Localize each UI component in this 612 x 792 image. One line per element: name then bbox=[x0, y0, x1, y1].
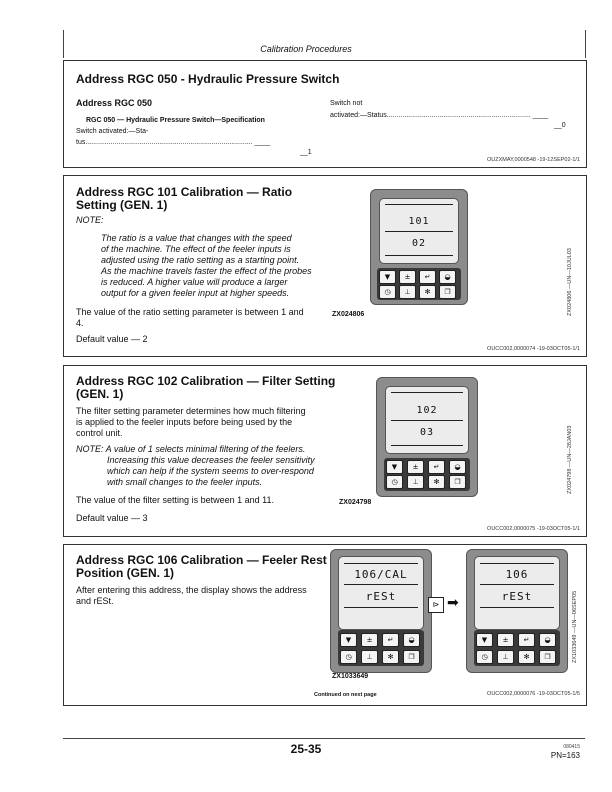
paragraph-line: The value of the filter setting is between 1 and 11. bbox=[76, 495, 274, 505]
footer-pn: PN=163 bbox=[550, 751, 580, 760]
paragraph-line: After entering this address, the display shows the address bbox=[76, 585, 307, 595]
section-title-line1: Address RGC 106 Calibration — Feeler Rest bbox=[76, 553, 327, 567]
down-arrow-key[interactable]: ▼ bbox=[379, 270, 396, 284]
doc-reference: OUZXMAY,0000548 -19-12SEP02-1/1 bbox=[486, 157, 580, 163]
spec-row-activated-dots: tus...................................................................................... ____ bbox=[76, 139, 271, 146]
lcd-top-value: 102 bbox=[416, 405, 438, 416]
up-plus-key[interactable]: ± bbox=[361, 633, 378, 647]
lcd-screen bbox=[379, 198, 459, 264]
display-key[interactable]: ◒ bbox=[449, 460, 466, 474]
right-arrow-icon: ➡ bbox=[447, 595, 459, 611]
paragraph-line: is applied to the feeler inputs before being used by the bbox=[76, 417, 293, 427]
clock-key[interactable]: ◷ bbox=[340, 650, 357, 664]
paragraph-line: control unit. bbox=[76, 428, 123, 438]
lcd-screen bbox=[338, 556, 424, 630]
note-line: The ratio is a value that changes with the speed bbox=[101, 233, 292, 243]
paragraph-line: and rESt. bbox=[76, 596, 114, 606]
paragraph-line: The value of the ratio setting parameter is between 1 and bbox=[76, 307, 304, 317]
keypad bbox=[338, 630, 424, 666]
footer-rule bbox=[63, 738, 585, 739]
figure-vertical-ref: ZX024806 —UN—10JUL03 bbox=[567, 248, 573, 316]
lcd-top-value: 106 bbox=[505, 568, 529, 581]
figure-id: ZX1033649 bbox=[332, 673, 369, 680]
return-key[interactable]: ↵ bbox=[419, 270, 436, 284]
up-plus-key[interactable]: ± bbox=[399, 270, 416, 284]
lcd-screen bbox=[474, 556, 560, 630]
note-line: NOTE: A value of 1 selects minimal filtering of the feelers. bbox=[76, 444, 306, 454]
down-arrow-key[interactable]: ▼ bbox=[386, 460, 403, 474]
figure-vertical-ref: ZX024798 —UN—28JAN03 bbox=[567, 425, 573, 494]
section-rgc-102 bbox=[63, 365, 587, 537]
section-rgc-106 bbox=[63, 544, 587, 706]
lcd-top-value: 101 bbox=[408, 216, 430, 227]
keypad bbox=[474, 630, 560, 666]
figure-vertical-ref: ZX1033649 —UN—06SEP05 bbox=[572, 590, 578, 663]
return-key[interactable]: ↵ bbox=[428, 460, 445, 474]
section-title: Address RGC 050 - Hydraulic Pressure Switch bbox=[76, 72, 340, 86]
settings-key[interactable]: ❐ bbox=[403, 650, 420, 664]
settings-key[interactable]: ❐ bbox=[449, 475, 466, 489]
note-label: NOTE: bbox=[76, 215, 104, 225]
spec-title: RGC 050 — Hydraulic Pressure Switch—Specification bbox=[86, 117, 265, 124]
spec-row-not-activated-value: __0 bbox=[554, 122, 566, 129]
lcd-bottom-value: 02 bbox=[411, 238, 427, 249]
continued-note: Continued on next page bbox=[314, 692, 377, 698]
up-plus-key[interactable]: ± bbox=[497, 633, 514, 647]
page-header-title: Calibration Procedures bbox=[260, 44, 352, 54]
lcd-bottom-value: 03 bbox=[419, 427, 435, 438]
clock-key[interactable]: ◷ bbox=[379, 285, 396, 299]
light-key[interactable]: ✻ bbox=[419, 285, 436, 299]
down-minus-key[interactable]: ⊥ bbox=[407, 475, 424, 489]
default-value: Default value — 2 bbox=[76, 334, 148, 344]
address-subtitle: Address RGC 050 bbox=[76, 98, 153, 108]
control-display-device bbox=[370, 189, 468, 305]
figure-id: ZX024798 bbox=[339, 499, 372, 506]
spec-row-activated-value: __1 bbox=[300, 149, 312, 156]
section-title-line1: Address RGC 102 Calibration — Filter Setting bbox=[76, 374, 336, 388]
down-minus-key[interactable]: ⊥ bbox=[399, 285, 416, 299]
return-key[interactable]: ↵ bbox=[382, 633, 399, 647]
section-title-line1: Address RGC 101 Calibration — Ratio bbox=[76, 185, 293, 199]
keypad bbox=[384, 458, 470, 491]
down-minus-key[interactable]: ⊥ bbox=[497, 650, 514, 664]
section-title-line2: Setting (GEN. 1) bbox=[76, 198, 168, 212]
light-key[interactable]: ✻ bbox=[382, 650, 399, 664]
paragraph-line: The filter setting parameter determines how much filtering bbox=[76, 406, 306, 416]
doc-reference: OUCC002,0000075 -19-03OCT05-1/1 bbox=[487, 526, 580, 532]
section-rgc-101 bbox=[63, 175, 587, 357]
spec-row-not-activated-dots: activated:—Status.......................................................................... ____ bbox=[330, 112, 549, 119]
lcd-top-value: 106/CAL bbox=[354, 568, 408, 581]
settings-key[interactable]: ❐ bbox=[539, 650, 556, 664]
down-arrow-key[interactable]: ▼ bbox=[476, 633, 493, 647]
note-line: adjusted using the ratio setting as a starting point. bbox=[101, 255, 300, 265]
figure-id: ZX024806 bbox=[332, 311, 365, 318]
note-line: with small changes to the feeler inputs. bbox=[107, 477, 263, 487]
paragraph-line: 4. bbox=[76, 318, 84, 328]
display-key[interactable]: ◒ bbox=[439, 270, 456, 284]
section-title-line2: (GEN. 1) bbox=[76, 387, 124, 401]
doc-reference: OUCC002,0000074 -19-03OCT05-1/1 bbox=[487, 346, 580, 352]
spec-row-activated-label: Switch activated:—Sta- bbox=[76, 128, 149, 135]
light-key[interactable]: ✻ bbox=[518, 650, 535, 664]
lcd-screen bbox=[385, 386, 469, 454]
note-line: output for a given feeler input at higher speeds. bbox=[101, 288, 290, 298]
display-key[interactable]: ◒ bbox=[403, 633, 420, 647]
settings-key[interactable]: ❐ bbox=[439, 285, 456, 299]
section-title-line2: Position (GEN. 1) bbox=[76, 566, 175, 580]
note-line: As the machine travels faster the effect of the probes bbox=[101, 266, 312, 276]
page-number: 25-35 bbox=[290, 742, 322, 756]
enter-key-icon: ⊳ bbox=[428, 597, 444, 613]
light-key[interactable]: ✻ bbox=[428, 475, 445, 489]
control-display-device bbox=[376, 377, 478, 497]
control-display-device-after bbox=[466, 549, 568, 673]
down-arrow-key[interactable]: ▼ bbox=[340, 633, 357, 647]
lcd-bottom-value: rESt bbox=[501, 590, 533, 603]
down-minus-key[interactable]: ⊥ bbox=[361, 650, 378, 664]
return-key[interactable]: ↵ bbox=[518, 633, 535, 647]
up-plus-key[interactable]: ± bbox=[407, 460, 424, 474]
lcd-bottom-value: rESt bbox=[365, 590, 397, 603]
note-line: which can help if the system seems to over-respond bbox=[107, 466, 314, 476]
default-value: Default value — 3 bbox=[76, 513, 148, 523]
note-line: Increasing this value decreases the feeler sensitivity bbox=[107, 455, 315, 465]
footer-small-code: 080415 bbox=[563, 744, 580, 750]
keypad bbox=[377, 268, 461, 300]
clock-key[interactable]: ◷ bbox=[386, 475, 403, 489]
display-key[interactable]: ◒ bbox=[539, 633, 556, 647]
doc-reference: OUCC002,0000076 -19-03OCT05-1/5 bbox=[487, 691, 580, 697]
control-display-device-before bbox=[330, 549, 432, 673]
section-rgc-050 bbox=[63, 60, 587, 168]
spec-row-not-activated-label: Switch not bbox=[330, 100, 363, 107]
note-line: is reduced. A higher value will produce a larger bbox=[101, 277, 288, 287]
note-line: of the machine. The effect of the feeler inputs is bbox=[101, 244, 291, 254]
clock-key[interactable]: ◷ bbox=[476, 650, 493, 664]
